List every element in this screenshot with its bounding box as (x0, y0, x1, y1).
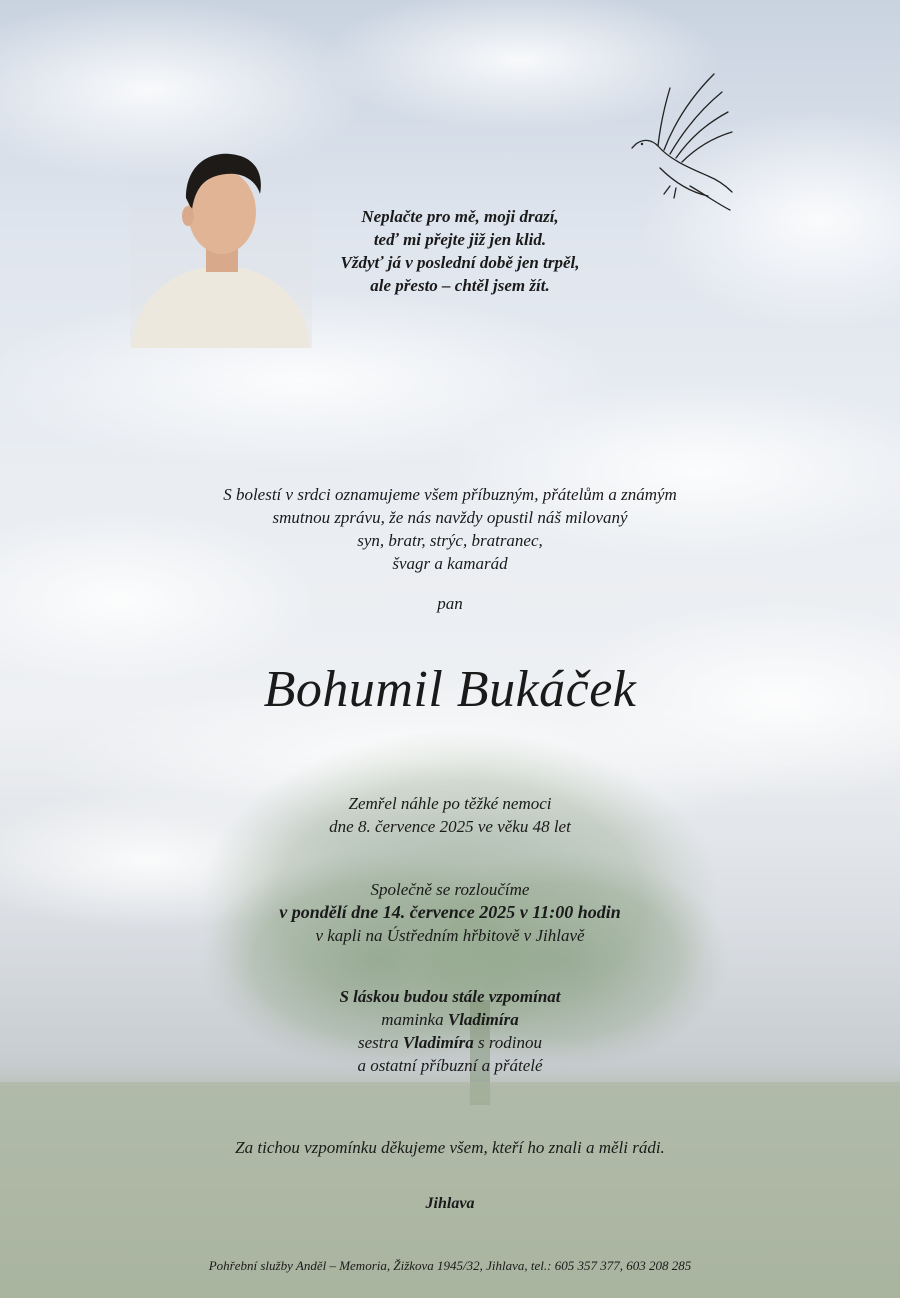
mourners-heading: S láskou budou stále vzpomínat (339, 987, 561, 1006)
death-info (0, 792, 900, 838)
announcement-line: syn, bratr, strýc, bratranec, (357, 531, 543, 550)
thanks-text: Za tichou vzpomínku děkujeme všem, kteří ho znali a měli rádi. (235, 1138, 665, 1157)
dove-icon (630, 68, 738, 214)
mourner-others: a ostatní příbuzní a přátelé (357, 1056, 543, 1075)
death-cause: Zemřel náhle po těžké nemoci (348, 794, 552, 813)
farewell-intro: Společně se rozloučíme (370, 880, 530, 899)
announcement-line: smutnou zprávu, že nás navždy opustil náš milovaný (272, 508, 628, 527)
mourner-name: Vladimíra (447, 1010, 519, 1029)
mourner-mother (0, 1008, 900, 1031)
mourner-sister (0, 1031, 900, 1054)
announcement-text (0, 483, 900, 575)
farewell-info (0, 878, 900, 947)
portrait-photo (130, 150, 312, 348)
honorific: pan (437, 594, 463, 613)
deceased-name: Bohumil Bukáček (263, 661, 637, 718)
mourner-relation: maminka (381, 1010, 448, 1029)
memorial-quote (300, 205, 620, 297)
announcement-line: švagr a kamarád (392, 554, 508, 573)
quote-line: ale přesto – chtěl jsem žít. (370, 276, 550, 295)
mourner-relation: sestra (357, 1033, 403, 1052)
mourners-list (0, 985, 900, 1077)
quote-line: Vždyť já v poslední době jen trpěl, (340, 253, 580, 272)
farewell-place: v kapli na Ústředním hřbitově v Jihlavě (315, 926, 585, 945)
announcement-line: S bolestí v srdci oznamujeme všem příbuzným, přátelům a známým (223, 485, 677, 504)
quote-line: teď mi přejte již jen klid. (373, 230, 547, 249)
quote-line: Neplačte pro mě, moji drazí, (361, 207, 559, 226)
city-name: Jihlava (425, 1195, 475, 1212)
farewell-date: v pondělí dne 14. července 2025 v 11:00 hodin (279, 902, 621, 922)
funeral-service-footer: Pohřební služby Anděl – Memoria, Žižkova 1945/32, Jihlava, tel.: 605 357 377, 603 208 285 (208, 1258, 692, 1273)
death-date: dne 8. července 2025 ve věku 48 let (329, 817, 571, 836)
mourner-name: Vladimíra (402, 1033, 474, 1052)
mourner-suffix: s rodinou (473, 1033, 543, 1052)
